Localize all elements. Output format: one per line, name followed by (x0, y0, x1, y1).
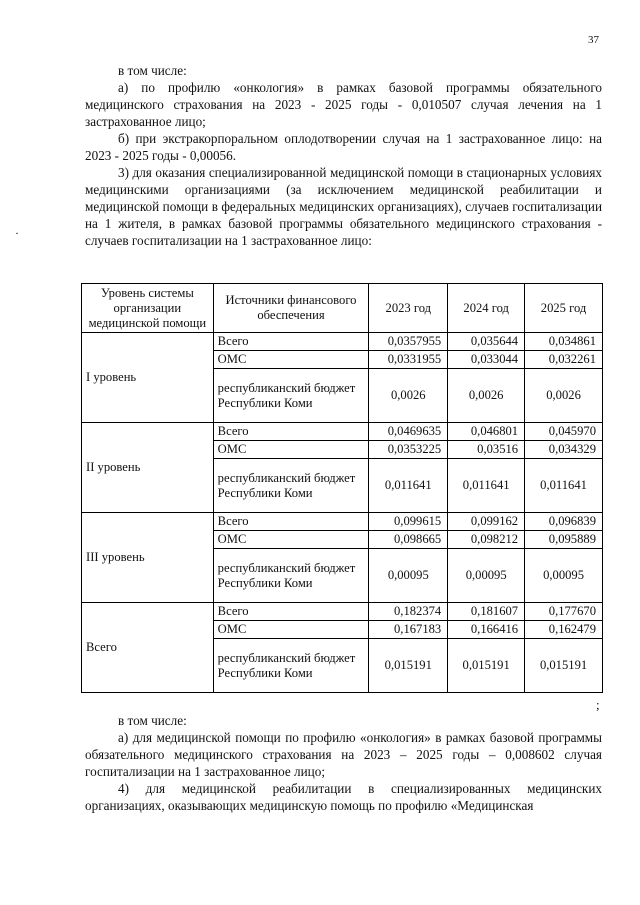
value-2024: 0,011641 (448, 459, 525, 513)
value-2025: 0,034861 (525, 333, 603, 351)
value-2024: 0,0026 (448, 369, 525, 423)
value-2023: 0,0357955 (369, 333, 448, 351)
source-cell: ОМС (213, 351, 369, 369)
source-cell: Всего (213, 603, 369, 621)
table-row (82, 423, 603, 441)
header-level: Уровень системы организации медицинской помощи (82, 284, 214, 333)
source-cell: республиканский бюджет Республики Коми (213, 639, 369, 693)
source-cell: Всего (213, 423, 369, 441)
table-row (82, 513, 603, 531)
value-2023: 0,00095 (369, 549, 448, 603)
table-row (82, 333, 603, 351)
value-2025: 0,045970 (525, 423, 603, 441)
level-cell: III уровень (82, 513, 214, 603)
value-2024: 0,166416 (448, 621, 525, 639)
value-2025: 0,177670 (525, 603, 603, 621)
value-2023: 0,167183 (369, 621, 448, 639)
value-2024: 0,181607 (448, 603, 525, 621)
value-2023: 0,0469635 (369, 423, 448, 441)
source-cell: Всего (213, 513, 369, 531)
value-2024: 0,035644 (448, 333, 525, 351)
value-2025: 0,00095 (525, 549, 603, 603)
source-cell: ОМС (213, 531, 369, 549)
value-2025: 0,0026 (525, 369, 603, 423)
value-2023: 0,011641 (369, 459, 448, 513)
value-2024: 0,098212 (448, 531, 525, 549)
value-2024: 0,046801 (448, 423, 525, 441)
bottom-text-block (85, 712, 602, 814)
level-cell: I уровень (82, 333, 214, 423)
page-number: 37 (588, 34, 599, 46)
paragraph-hospital-care: 3) для оказания специализированной медицинской помощи в стационарных условиях медицинскими организациями (за исключением медицинской реабилитации и медицинской помощи в федеральных медицинских организациях), случаев госпитализации на 1 жителя, в рамках базовой программы обязательного медицинского страхования - случаев госпитализации на 1 застрахованное лицо: (85, 165, 602, 248)
paragraph-oncology-hospital: а) для медицинской помощи по профилю «онкология» в рамках базовой программы обязательного медицинского страхования на 2023 – 2025 годы – 0,008602 случая госпитализации на 1 застрахованное лицо; (85, 730, 602, 779)
value-2025: 0,095889 (525, 531, 603, 549)
paragraph-eco: б) при экстракорпоральном оплодотворении случая на 1 застрахованное лицо: на 2023 - 2025 годы - 0,00056. (85, 131, 602, 163)
value-2025: 0,096839 (525, 513, 603, 531)
hospitalization-table (81, 283, 603, 693)
value-2024: 0,099162 (448, 513, 525, 531)
level-cell: Всего (82, 603, 214, 693)
level-cell: II уровень (82, 423, 214, 513)
value-2025: 0,032261 (525, 351, 603, 369)
value-2023: 0,0026 (369, 369, 448, 423)
source-cell: ОМС (213, 621, 369, 639)
table-row (82, 603, 603, 621)
paragraph-including: в том числе: (118, 63, 187, 78)
margin-mark: · (15, 226, 19, 240)
header-source: Источники финансового обеспечения (213, 284, 369, 333)
header-2024: 2024 год (448, 284, 525, 333)
value-2025: 0,015191 (525, 639, 603, 693)
table-end-semicolon: ; (596, 697, 600, 712)
value-2024: 0,033044 (448, 351, 525, 369)
header-2025: 2025 год (525, 284, 603, 333)
source-cell: республиканский бюджет Республики Коми (213, 369, 369, 423)
source-cell: Всего (213, 333, 369, 351)
source-cell: ОМС (213, 441, 369, 459)
source-cell: республиканский бюджет Республики Коми (213, 459, 369, 513)
value-2023: 0,182374 (369, 603, 448, 621)
value-2024: 0,00095 (448, 549, 525, 603)
header-2023: 2023 год (369, 284, 448, 333)
value-2023: 0,015191 (369, 639, 448, 693)
value-2023: 0,0353225 (369, 441, 448, 459)
paragraph-oncology-treatment: а) по профилю «онкология» в рамках базовой программы обязательного медицинского страхования на 2023 - 2025 годы - 0,010507 случая лечения на 1 застрахованное лицо; (85, 80, 602, 129)
value-2023: 0,0331955 (369, 351, 448, 369)
value-2023: 0,099615 (369, 513, 448, 531)
table-header-row (82, 284, 603, 333)
value-2024: 0,015191 (448, 639, 525, 693)
value-2024: 0,03516 (448, 441, 525, 459)
value-2025: 0,011641 (525, 459, 603, 513)
paragraph-rehabilitation: 4) для медицинской реабилитации в специализированных медицинских организациях, оказывающих медицинскую помощь по профилю «Медицинская (85, 781, 602, 813)
source-cell: республиканский бюджет Республики Коми (213, 549, 369, 603)
value-2023: 0,098665 (369, 531, 448, 549)
paragraph-including-2: в том числе: (118, 713, 187, 728)
value-2025: 0,162479 (525, 621, 603, 639)
value-2025: 0,034329 (525, 441, 603, 459)
top-text-block (85, 62, 602, 249)
